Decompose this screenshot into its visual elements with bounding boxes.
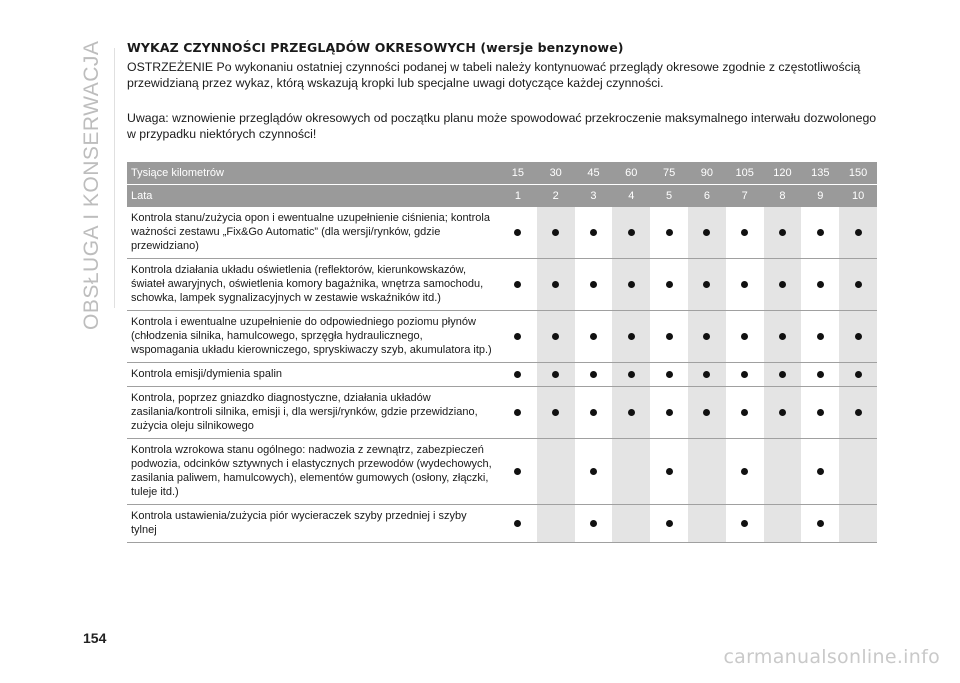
bullet-icon (666, 371, 673, 378)
schedule-cell (688, 207, 726, 259)
schedule-cell (839, 505, 877, 543)
bullet-icon (779, 333, 786, 340)
schedule-cell (537, 439, 575, 505)
table-row (127, 363, 877, 387)
bullet-icon (779, 281, 786, 288)
warning-text: OSTRZEŻENIE Po wykonaniu ostatniej czynności podanej w tabeli należy kontynuować przeglądy okresowe zgodnie z częstotliwością przewidzianą przez wykaz, którą wskazują kropki lub specjalne uwagi dotyczące każdej czynności. (127, 60, 861, 90)
bullet-icon (703, 371, 710, 378)
side-divider (114, 48, 115, 308)
header-year-cell: 2 (537, 185, 575, 208)
row-description: Kontrola ustawienia/zużycia piór wycieraczek szyby przedniej i szyby tylnej (127, 505, 499, 543)
table-row (127, 387, 877, 439)
schedule-cell (537, 505, 575, 543)
schedule-cell (688, 363, 726, 387)
schedule-cell (499, 387, 537, 439)
header-km-cell: 60 (612, 162, 650, 185)
header-km-cell: 135 (801, 162, 839, 185)
bullet-icon (666, 468, 673, 475)
watermark: carmanualsonline.info (723, 646, 940, 668)
header-year-cell: 8 (764, 185, 802, 208)
bullet-icon (590, 229, 597, 236)
bullet-icon (552, 371, 559, 378)
schedule-cell (726, 259, 764, 311)
bullet-icon (817, 371, 824, 378)
schedule-cell (612, 207, 650, 259)
schedule-cell (688, 387, 726, 439)
table-row (127, 439, 877, 505)
row-description: Kontrola, poprzez gniazdko diagnostyczne, działania układów zasilania/kontroli silnika, emisji i, dla wersji/rynków, gdzie przewidziano, zużycia oleju silnikowego (127, 387, 499, 439)
schedule-cell (839, 207, 877, 259)
schedule-cell (612, 439, 650, 505)
schedule-cell (726, 311, 764, 363)
bullet-icon (741, 281, 748, 288)
bullet-icon (666, 409, 673, 416)
bullet-icon (628, 281, 635, 288)
bullet-icon (666, 229, 673, 236)
schedule-cell (764, 259, 802, 311)
header-km-cell: 105 (726, 162, 764, 185)
bullet-icon (741, 520, 748, 527)
schedule-cell (650, 387, 688, 439)
header-year-cell: 9 (801, 185, 839, 208)
schedule-cell (839, 439, 877, 505)
bullet-icon (741, 371, 748, 378)
schedule-cell (688, 259, 726, 311)
bullet-icon (552, 281, 559, 288)
schedule-cell (688, 311, 726, 363)
header-year-cell: 10 (839, 185, 877, 208)
bullet-icon (855, 371, 862, 378)
schedule-cell (726, 363, 764, 387)
schedule-cell (764, 387, 802, 439)
bullet-icon (514, 520, 521, 527)
schedule-cell (499, 439, 537, 505)
schedule-cell (537, 387, 575, 439)
schedule-cell (726, 207, 764, 259)
schedule-cell (801, 439, 839, 505)
bullet-icon (779, 409, 786, 416)
schedule-cell (801, 259, 839, 311)
table-body (127, 207, 877, 543)
bullet-icon (514, 409, 521, 416)
schedule-cell (499, 505, 537, 543)
header-years-row (127, 185, 877, 208)
schedule-cell (612, 505, 650, 543)
schedule-cell (499, 363, 537, 387)
schedule-cell (726, 439, 764, 505)
schedule-cell (650, 439, 688, 505)
header-years-label: Lata (127, 185, 499, 208)
schedule-cell (612, 387, 650, 439)
table-row (127, 259, 877, 311)
bullet-icon (590, 333, 597, 340)
schedule-cell (764, 439, 802, 505)
bullet-icon (628, 371, 635, 378)
schedule-cell (839, 259, 877, 311)
schedule-cell (839, 311, 877, 363)
bullet-icon (590, 468, 597, 475)
bullet-icon (590, 371, 597, 378)
schedule-cell (726, 505, 764, 543)
bullet-icon (552, 333, 559, 340)
row-description: Kontrola emisji/dymienia spalin (127, 363, 499, 387)
bullet-icon (666, 520, 673, 527)
header-km-cell: 120 (764, 162, 802, 185)
bullet-icon (703, 229, 710, 236)
header-km-row (127, 162, 877, 185)
schedule-cell (726, 387, 764, 439)
schedule-cell (801, 363, 839, 387)
schedule-cell (537, 363, 575, 387)
bullet-icon (741, 468, 748, 475)
bullet-icon (514, 281, 521, 288)
bullet-icon (703, 333, 710, 340)
schedule-cell (650, 363, 688, 387)
schedule-cell (575, 505, 613, 543)
schedule-cell (499, 259, 537, 311)
schedule-cell (612, 259, 650, 311)
schedule-cell (650, 259, 688, 311)
schedule-cell (764, 207, 802, 259)
row-description: Kontrola i ewentualne uzupełnienie do odpowiedniego poziomu płynów (chłodzenia silnika, hamulcowego, sprzęgła hydraulicznego, wspomagania układu kierowniczego, spryskiwaczy szyb, akumulatora itp.) (127, 311, 499, 363)
maintenance-table (127, 162, 877, 543)
bullet-icon (855, 409, 862, 416)
bullet-icon (779, 371, 786, 378)
header-km-label: Tysiące kilometrów (127, 162, 499, 185)
bullet-icon (703, 409, 710, 416)
schedule-cell (537, 207, 575, 259)
schedule-cell (801, 387, 839, 439)
bullet-icon (514, 371, 521, 378)
bullet-icon (855, 229, 862, 236)
section-side-label-text: OBSŁUGA I KONSERWACJA (80, 40, 103, 330)
header-year-cell: 4 (612, 185, 650, 208)
bullet-icon (741, 409, 748, 416)
section-side-label (80, 40, 103, 330)
row-description: Kontrola stanu/zużycia opon i ewentualne uzupełnienie ciśnienia; kontrola ważności zestawu „Fix&Go Automatic” (dla wersji/rynków, gdzie przewidziano) (127, 207, 499, 259)
schedule-cell (575, 207, 613, 259)
bullet-icon (741, 229, 748, 236)
schedule-cell (801, 311, 839, 363)
schedule-cell (650, 207, 688, 259)
page-content (127, 40, 877, 543)
header-km-cell: 75 (650, 162, 688, 185)
bullet-icon (514, 333, 521, 340)
schedule-cell (575, 259, 613, 311)
bullet-icon (590, 281, 597, 288)
schedule-cell (801, 207, 839, 259)
schedule-cell (764, 505, 802, 543)
table-row (127, 505, 877, 543)
bullet-icon (666, 333, 673, 340)
schedule-cell (499, 207, 537, 259)
bullet-icon (817, 229, 824, 236)
schedule-cell (537, 259, 575, 311)
schedule-cell (575, 387, 613, 439)
bullet-icon (514, 229, 521, 236)
note-text: Uwaga: wznowienie przeglądów okresowych od początku planu może spowodować przekroczenie maksymalnego interwału dozwolonego w przypadku niektórych czynności! (127, 111, 877, 141)
schedule-cell (575, 439, 613, 505)
bullet-icon (628, 229, 635, 236)
schedule-cell (537, 311, 575, 363)
schedule-cell (688, 505, 726, 543)
schedule-cell (499, 311, 537, 363)
bullet-icon (666, 281, 673, 288)
schedule-cell (764, 311, 802, 363)
schedule-cell (575, 363, 613, 387)
bullet-icon (817, 409, 824, 416)
schedule-cell (764, 363, 802, 387)
table-row (127, 207, 877, 259)
header-year-cell: 6 (688, 185, 726, 208)
schedule-cell (688, 439, 726, 505)
bullet-icon (817, 468, 824, 475)
schedule-cell (575, 311, 613, 363)
header-year-cell: 5 (650, 185, 688, 208)
bullet-icon (628, 409, 635, 416)
bullet-icon (741, 333, 748, 340)
header-year-cell: 1 (499, 185, 537, 208)
bullet-icon (628, 333, 635, 340)
bullet-icon (514, 468, 521, 475)
schedule-cell (801, 505, 839, 543)
schedule-cell (839, 363, 877, 387)
schedule-cell (650, 505, 688, 543)
bullet-icon (817, 281, 824, 288)
header-km-cell: 45 (575, 162, 613, 185)
table-row (127, 311, 877, 363)
schedule-cell (612, 311, 650, 363)
bullet-icon (703, 281, 710, 288)
row-description: Kontrola działania układu oświetlenia (reflektorów, kierunkowskazów, świateł awaryjnych, oświetlenia komory bagażnika, wnętrza samochodu, schowka, lampek sygnalizacyjnych w zestawie wskaźników itd.) (127, 259, 499, 311)
bullet-icon (779, 229, 786, 236)
header-km-cell: 30 (537, 162, 575, 185)
row-description: Kontrola wzrokowa stanu ogólnego: nadwozia z zewnątrz, zabezpieczeń podwozia, odcinków sztywnych i elastycznych przewodów (wydechowych, zasilania paliwem, hamulcowych), elementów gumowych (osłony, złączki, tuleje itd.) (127, 439, 499, 505)
header-km-cell: 15 (499, 162, 537, 185)
bullet-icon (855, 281, 862, 288)
page-title: WYKAZ CZYNNOŚCI PRZEGLĄDÓW OKRESOWYCH (wersje benzynowe) (127, 40, 624, 55)
header-km-cell: 150 (839, 162, 877, 185)
bullet-icon (552, 409, 559, 416)
bullet-icon (855, 333, 862, 340)
header-km-cell: 90 (688, 162, 726, 185)
header-year-cell: 3 (575, 185, 613, 208)
bullet-icon (590, 520, 597, 527)
schedule-cell (612, 363, 650, 387)
page-number: 154 (83, 630, 107, 646)
bullet-icon (817, 333, 824, 340)
schedule-cell (839, 387, 877, 439)
bullet-icon (552, 229, 559, 236)
bullet-icon (817, 520, 824, 527)
bullet-icon (590, 409, 597, 416)
header-year-cell: 7 (726, 185, 764, 208)
schedule-cell (650, 311, 688, 363)
